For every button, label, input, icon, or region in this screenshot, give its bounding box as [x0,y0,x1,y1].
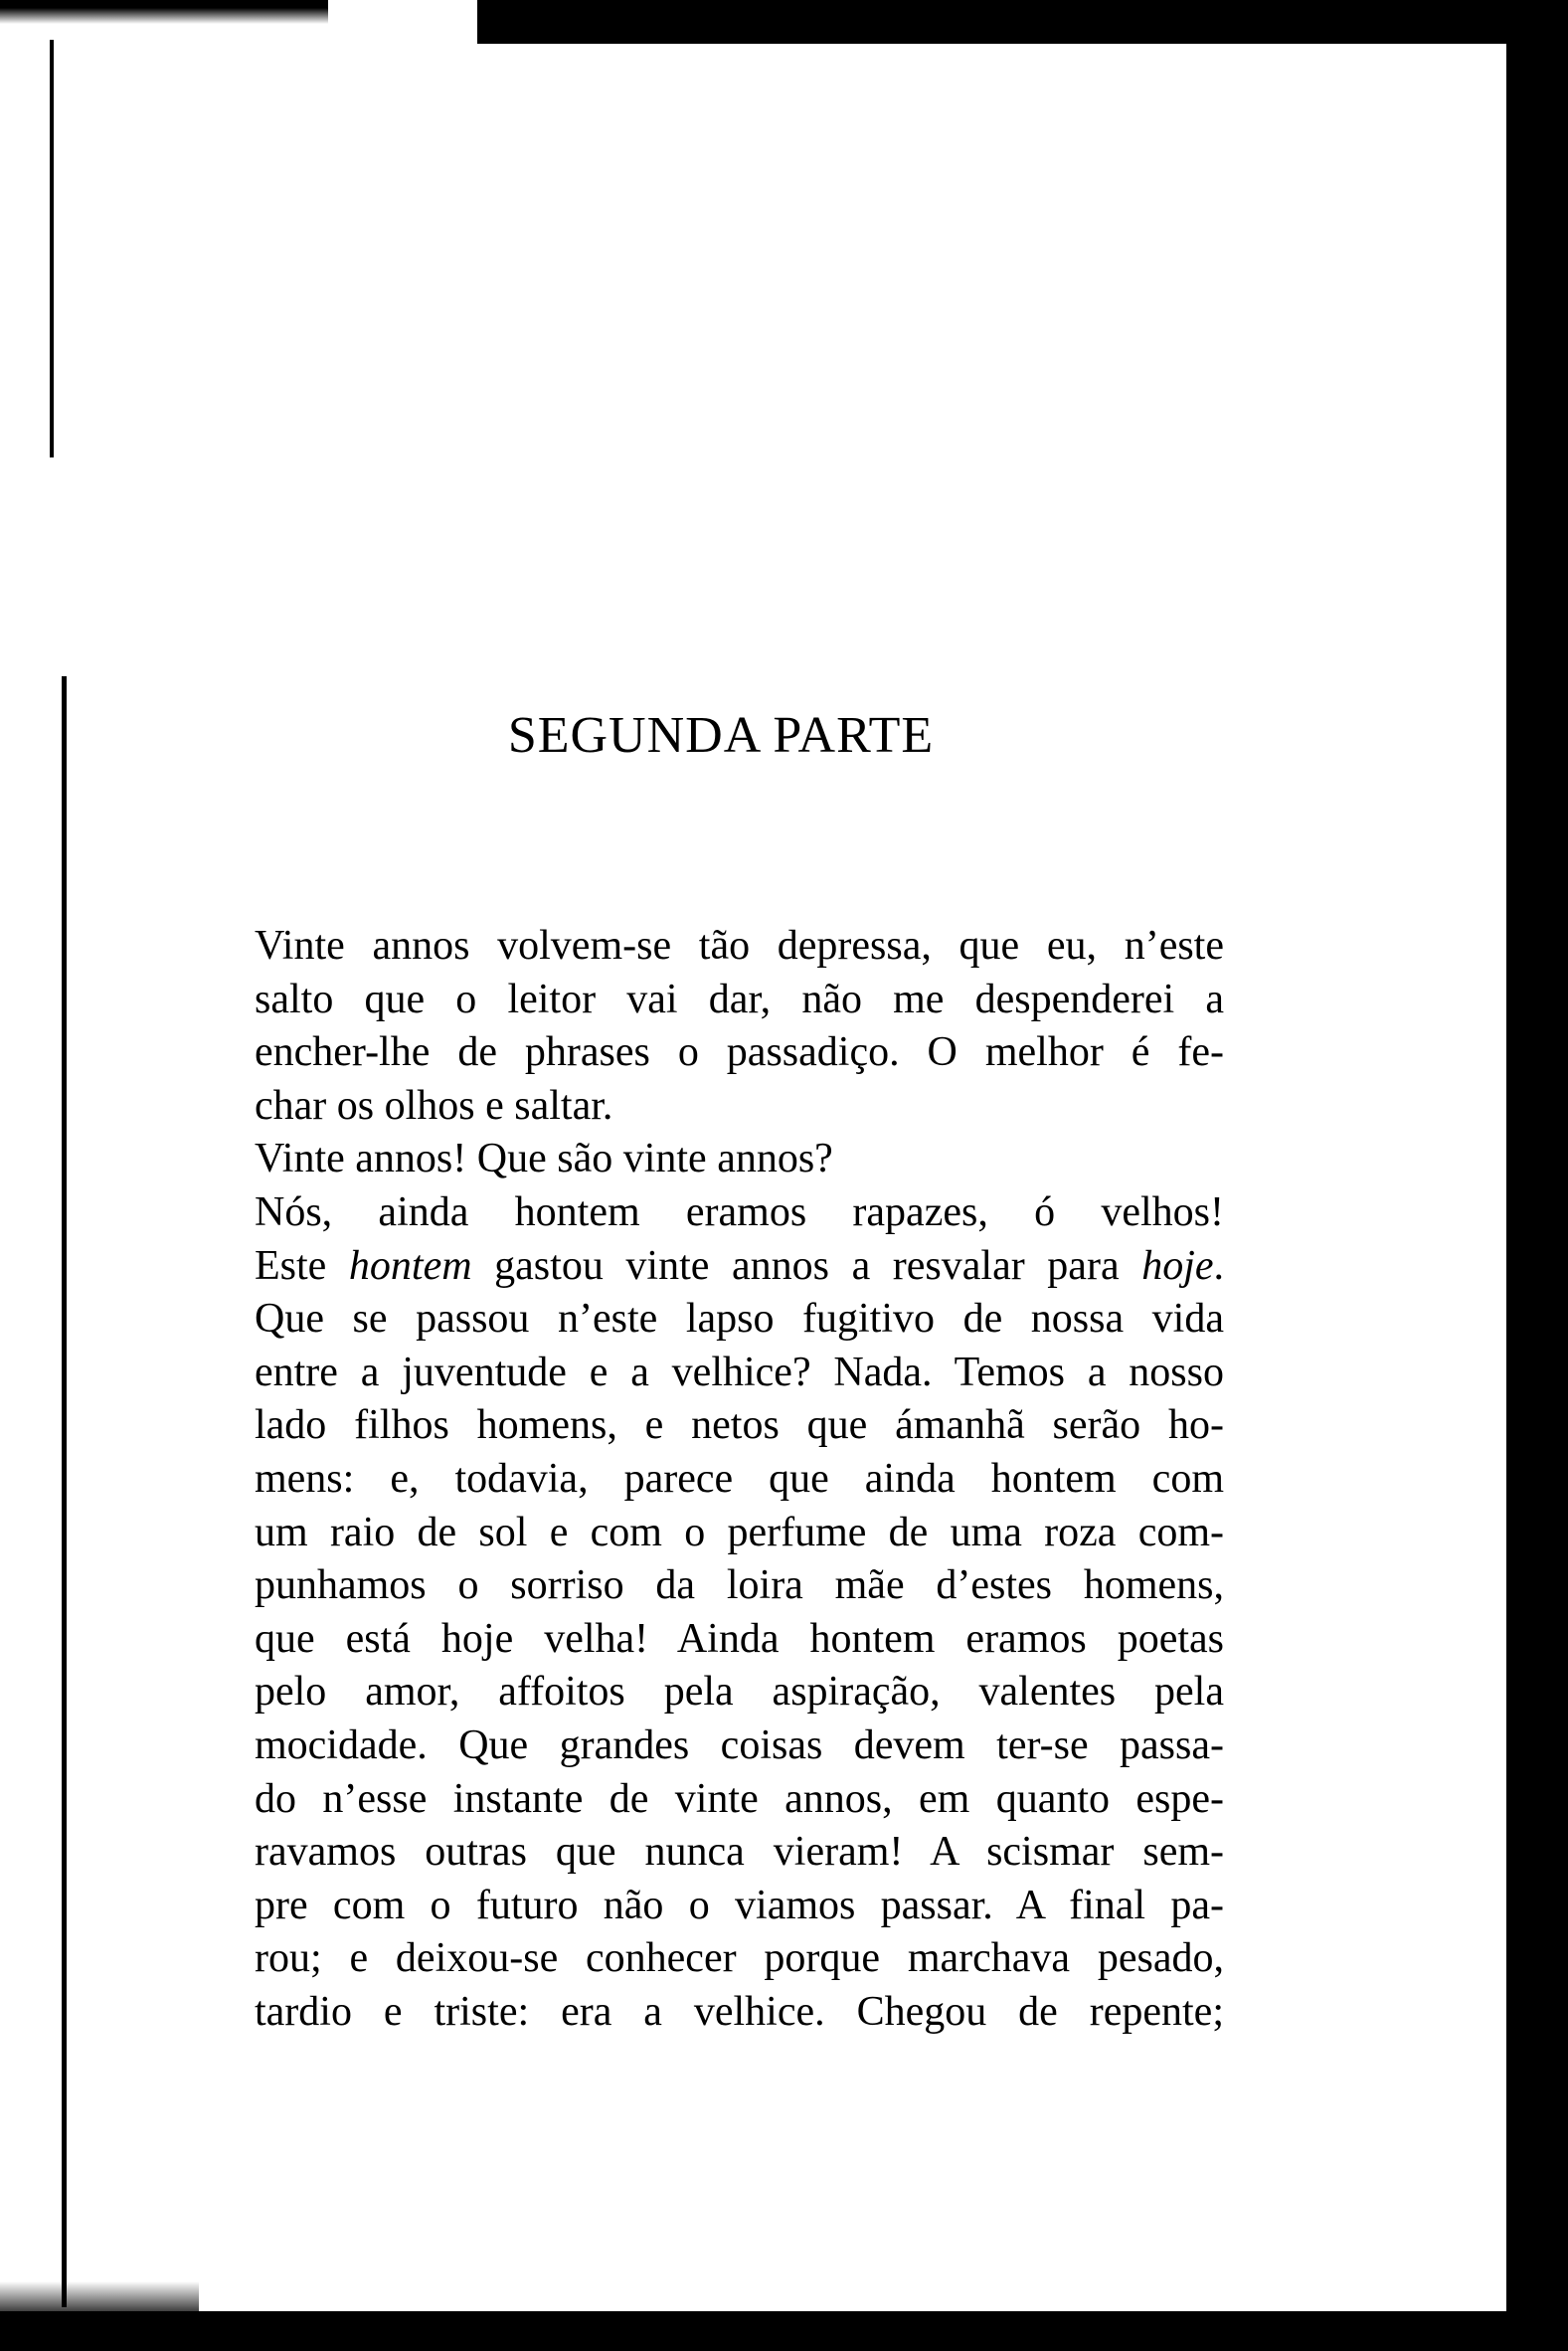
text-line [255,1613,1224,1667]
text-segment: ravamos outras que nunca vieram! A scismar sem- [255,1829,1224,1876]
text-line [255,1133,1224,1186]
text-segment: que está hoje velha! Ainda hontem eramos poetas [255,1615,1224,1662]
text-segment: Nós, ainda hontem eramos rapazes, ó velhos! [255,1188,1224,1235]
text-segment: tardio e triste: era a velhice. Chegou de repente; [255,1988,1224,2035]
text-segment: salto que o leitor vai dar, não me despenderei a [255,976,1224,1022]
text-line [255,1507,1224,1560]
text-segment: Este [255,1242,349,1289]
chapter-heading: SEGUNDA PARTE [507,707,935,764]
text-segment: rou; e deixou-se conhecer porque marchava pesado, [255,1935,1224,1982]
text-segment: char os olhos e saltar. [255,1082,613,1129]
text-line [255,1986,1224,2040]
scan-edge-top-left [0,0,328,40]
italic-text: hontem [348,1242,472,1289]
text-line [255,1293,1224,1347]
text-segment: gastou vinte annos a resvalar para [471,1242,1142,1289]
text-line [255,1453,1224,1507]
text-segment: Vinte annos volvem-se tão depressa, que eu, n’este [255,923,1224,969]
text-segment: mocidade. Que grandes coisas devem ter-se passa- [255,1721,1224,1768]
text-segment: Que se passou n’este lapso fugitivo de nossa vida [255,1296,1224,1343]
text-line [255,1347,1224,1400]
scan-edge-top [477,0,1568,44]
text-line [255,920,1224,974]
text-line [255,1880,1224,1933]
text-line [255,1666,1224,1719]
text-segment: lado filhos homens, e netos que ámanhã serão ho- [255,1402,1224,1449]
text-segment: entre a juventude e a velhice? Nada. Temos a nosso [255,1349,1224,1395]
text-segment: um raio de sol e com o perfume de uma roza com- [255,1509,1224,1555]
text-line [255,1773,1224,1827]
text-segment: encher-lhe de phrases o passadiço. O melhor é fe- [255,1029,1224,1076]
text-segment: Vinte annos! Que são vinte annos? [255,1136,833,1182]
text-line [255,1026,1224,1080]
text-segment: . [1213,1242,1224,1289]
text-line [255,1080,1224,1134]
text-segment: pelo amor, affoitos pela aspiração, valentes pela [255,1669,1224,1716]
text-line [255,1240,1224,1294]
scan-edge-bottom [0,2311,1568,2351]
scan-edge-left-lower [62,676,67,2307]
text-segment: pre com o futuro não o viamos passar. A final pa- [255,1882,1224,1928]
body-text [255,920,1224,2039]
scan-edge-left-upper [50,40,54,457]
text-line [255,974,1224,1027]
text-line [255,1719,1224,1773]
text-line [255,1186,1224,1240]
text-segment: punhamos o sorriso da loira mãe d’estes homens, [255,1562,1224,1609]
text-line [255,1559,1224,1613]
italic-text: hoje [1141,1242,1214,1289]
scan-edge-right [1506,0,1568,2351]
text-segment: mens: e, todavia, parece que ainda hontem com [255,1455,1224,1502]
text-line [255,1826,1224,1880]
text-segment: do n’esse instante de vinte annos, em quanto espe- [255,1775,1224,1822]
text-line [255,1932,1224,1986]
text-line [255,1399,1224,1453]
